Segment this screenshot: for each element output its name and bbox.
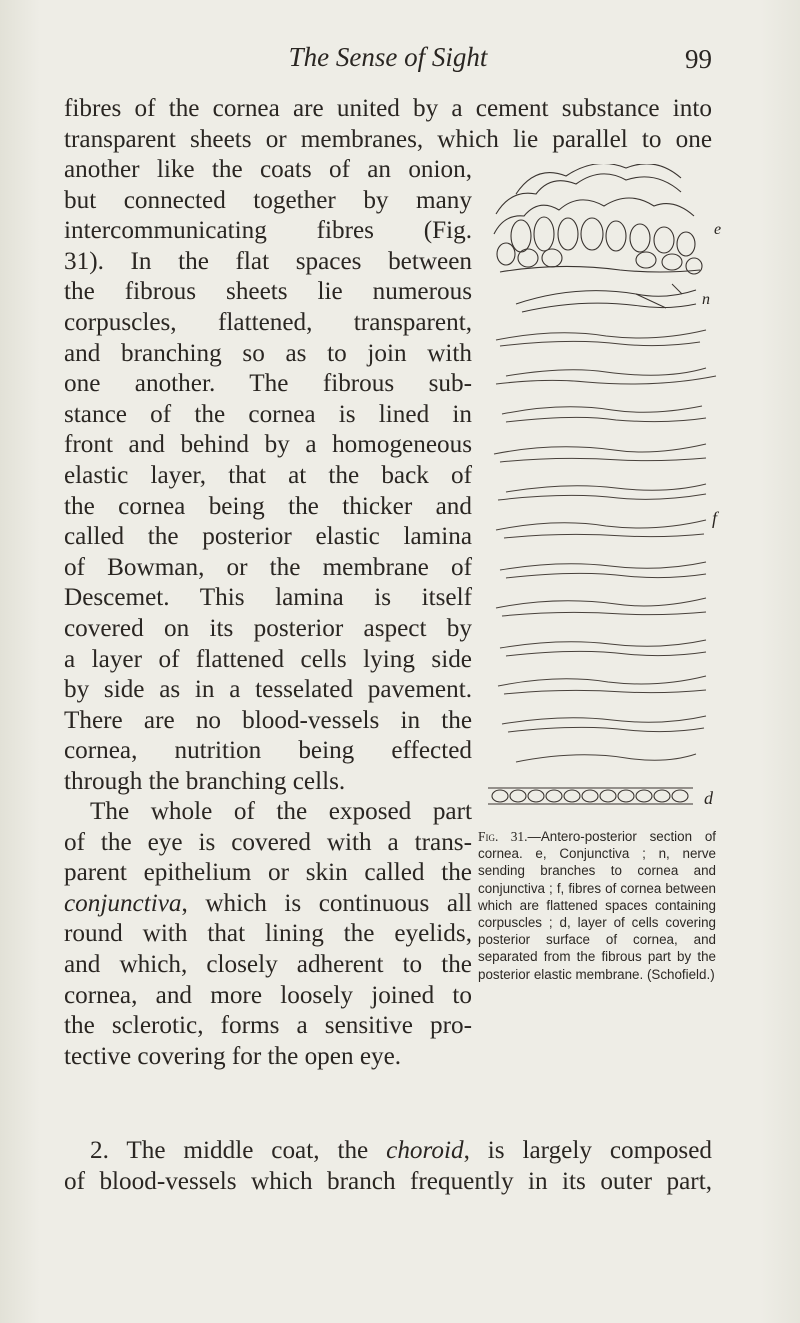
text-line: fibres of the cornea are united by a cement substance into xyxy=(64,95,712,122)
text-line: a layer of flattened cells lying side xyxy=(64,645,472,673)
text-line: parent epithelium or skin called the xyxy=(64,859,472,887)
label-d: d xyxy=(704,788,713,808)
text-line: There are no blood-vessels in the xyxy=(64,706,472,734)
text-line: of the eye is covered with a trans- xyxy=(64,828,472,856)
text-line: one another. The fibrous sub- xyxy=(64,370,472,398)
figure-caption xyxy=(478,828,716,983)
nerve-branch xyxy=(516,284,696,312)
text-line: round with that lining the eyelids, xyxy=(64,920,472,948)
text-line: covered on its posterior aspect by xyxy=(64,614,472,642)
text-fragment: , is largely composed xyxy=(463,1137,712,1164)
epithelium-cells xyxy=(494,164,702,274)
text-line: and which, closely adherent to the xyxy=(64,950,472,978)
text-line: of blood-vessels which branch frequently in its outer part, xyxy=(64,1167,712,1195)
paragraph-choroid xyxy=(64,1136,712,1197)
text-line: Descemet. This lamina is itself xyxy=(64,584,472,612)
label-n: n xyxy=(702,291,710,308)
running-title: The Sense of Sight xyxy=(288,42,488,72)
fibrous-lamellae xyxy=(494,330,716,762)
page-number: 99 xyxy=(685,44,712,74)
text-line: cornea, nutrition being effected xyxy=(64,737,472,765)
text-line: the sclerotic, forms a sensitive pro- xyxy=(64,1012,472,1040)
paragraph-cornea-column xyxy=(64,155,472,797)
paragraph-cornea-intro xyxy=(64,94,712,155)
text-line: the cornea being the thicker and xyxy=(64,492,472,520)
caption-text: —Antero-posterior section of cornea. e, Conjunctiva ; n, nerve sending branches to cornea and conjunctiva ; f, fibres of cornea between which are flattened spaces containing corpuscles ; d, layer of cells covering posterior surface of cornea, and separated from the fibrous part by the posterior elastic membrane. (Schofield.) xyxy=(478,829,716,982)
caption-label: Fig. 31. xyxy=(478,829,528,844)
text-fragment: 2. The middle coat, the xyxy=(90,1137,387,1164)
page-header xyxy=(64,42,712,78)
text-line: corpuscles, flattened, transparent, xyxy=(64,308,472,336)
text-line: the fibrous sheets lie numerous xyxy=(64,278,472,306)
text-line: of Bowman, or the membrane of xyxy=(64,553,472,581)
term-conjunctiva: conjunctiva xyxy=(64,889,182,917)
text-line: The whole of the exposed part xyxy=(90,798,472,825)
text-line: 31). In the flat spaces between xyxy=(64,247,472,275)
text-fragment: , which is continuous all xyxy=(181,889,472,917)
text-line: by side as in a tesselated pavement. xyxy=(64,676,472,704)
text-line: front and behind by a homogeneous xyxy=(64,431,472,459)
text-line: elastic layer, that at the back of xyxy=(64,461,472,489)
text-line: stance of the cornea is lined in xyxy=(64,400,472,428)
text-line: intercommunicating fibres (Fig. xyxy=(64,217,472,245)
text-line: cornea, and more loosely joined to xyxy=(64,981,472,1009)
paragraph-conjunctiva xyxy=(64,797,472,1072)
text-line-choroid xyxy=(64,1136,712,1167)
cornea-illustration xyxy=(476,164,736,828)
text-line: another like the coats of an onion, xyxy=(64,156,472,183)
term-choroid: choroid xyxy=(386,1137,464,1164)
label-e: e xyxy=(714,221,722,238)
posterior-cell-layer xyxy=(488,788,693,804)
text-line: tective covering for the open eye. xyxy=(64,1042,402,1070)
text-line-conjunctiva xyxy=(64,889,472,920)
text-line: called the posterior elastic lamina xyxy=(64,523,472,551)
text-line: transparent sheets or membranes, which lie parallel to one xyxy=(64,125,712,153)
label-f: f xyxy=(712,508,718,528)
text-line: through the branching cells. xyxy=(64,767,346,795)
text-line: and branching so as to join with xyxy=(64,339,472,367)
text-line: but connected together by many xyxy=(64,186,472,214)
figure-cornea-section xyxy=(476,164,736,828)
